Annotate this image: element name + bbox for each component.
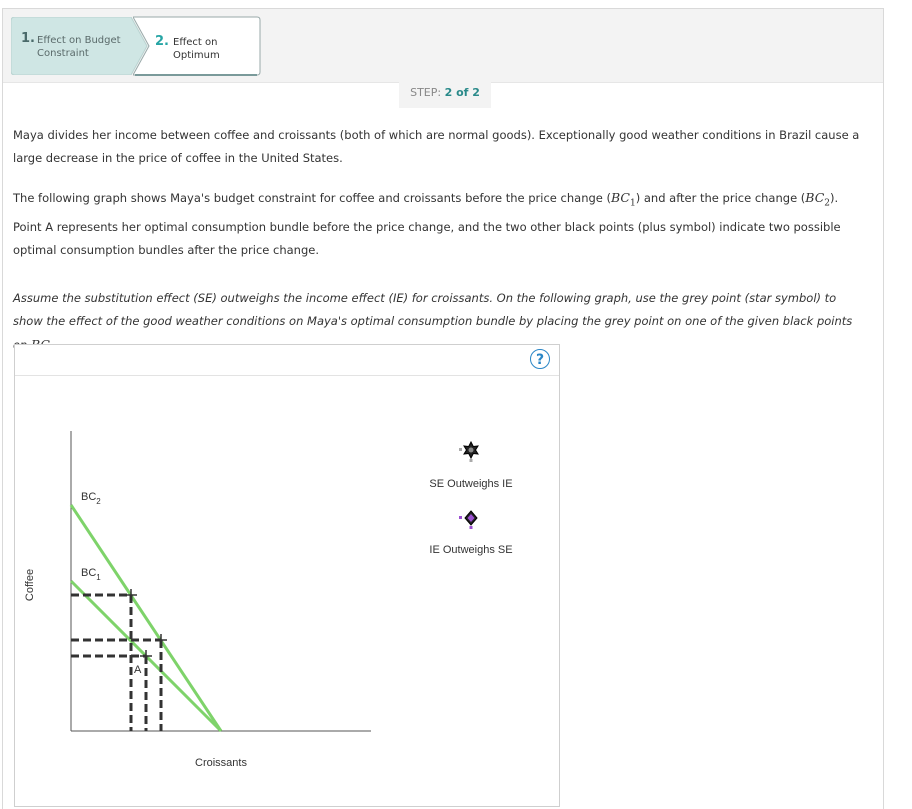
y-axis-label: Coffee [24,568,36,602]
tab-effect-on-optimum[interactable] [133,16,261,76]
budget-graph [15,375,559,805]
x-axis-label: Croissants [195,757,247,769]
tab2-number: 2. [155,34,169,49]
tab-effect-on-budget-constraint[interactable] [11,17,151,75]
tab1-label-line1: Effect on Budget [37,35,121,46]
p2-text-a: The following graph shows Maya's budget constraint for coffee and croissants before the price change ( [13,191,611,205]
graph-description-paragraph [13,186,863,262]
intro-paragraph: Maya divides her income between coffee and croissants (both of which are normal goods). Exceptionally good weather conditions in Brazil cause a large decrease in the price of coffee in the United States. [13,128,860,165]
bc2-math: $BC_2$ [805,190,831,209]
p3-text-a: Assume the substitution effect (SE) outweighs the income effect (IE) for croissants. On the following graph, use the grey point (star symbol) to show the effect of the good weather conditions on Maya's optimal consumption bundle by placing the grey point on one of the given black points [13,291,853,328]
graph-panel [14,344,560,807]
star-icon[interactable] [459,442,478,462]
step-prefix: STEP: [410,86,442,99]
legend-ie-label: IE Outweighs SE [429,544,513,556]
bc2-label: $BC_2$ [81,491,101,506]
step-tabbar [3,9,883,83]
tab2-label-line1: Effect on [173,37,218,48]
point-a-label: A [134,664,142,676]
p2-text-b: ) and after the price change ( [635,191,806,205]
tab2-label-line2: Optimum [173,50,220,61]
step-indicator [399,82,491,108]
help-icon[interactable]: ? [530,349,550,369]
legend-ie-outweighs-se[interactable] [429,511,512,556]
legend-se-outweighs-ie[interactable] [429,442,512,490]
tab1-label-line2: Constraint [37,48,89,59]
tab1-number: 1. [21,31,35,46]
p2-text-c: ). Point A represents her optimal consumption bundle before the price change, and the two other black points (plus symbol) indicate two possible optimal consumption bundles after the price change. [13,191,841,257]
diamond-icon[interactable] [459,511,477,529]
legend-se-label: SE Outweighs IE [429,478,513,490]
bc1-math: $BC_1$ [611,190,636,209]
bc1-label: $BC_1$ [81,567,101,582]
guide-lines [71,595,161,731]
step-value: 2 of 2 [444,86,480,99]
graph-header [15,345,559,376]
app-frame [2,8,884,809]
